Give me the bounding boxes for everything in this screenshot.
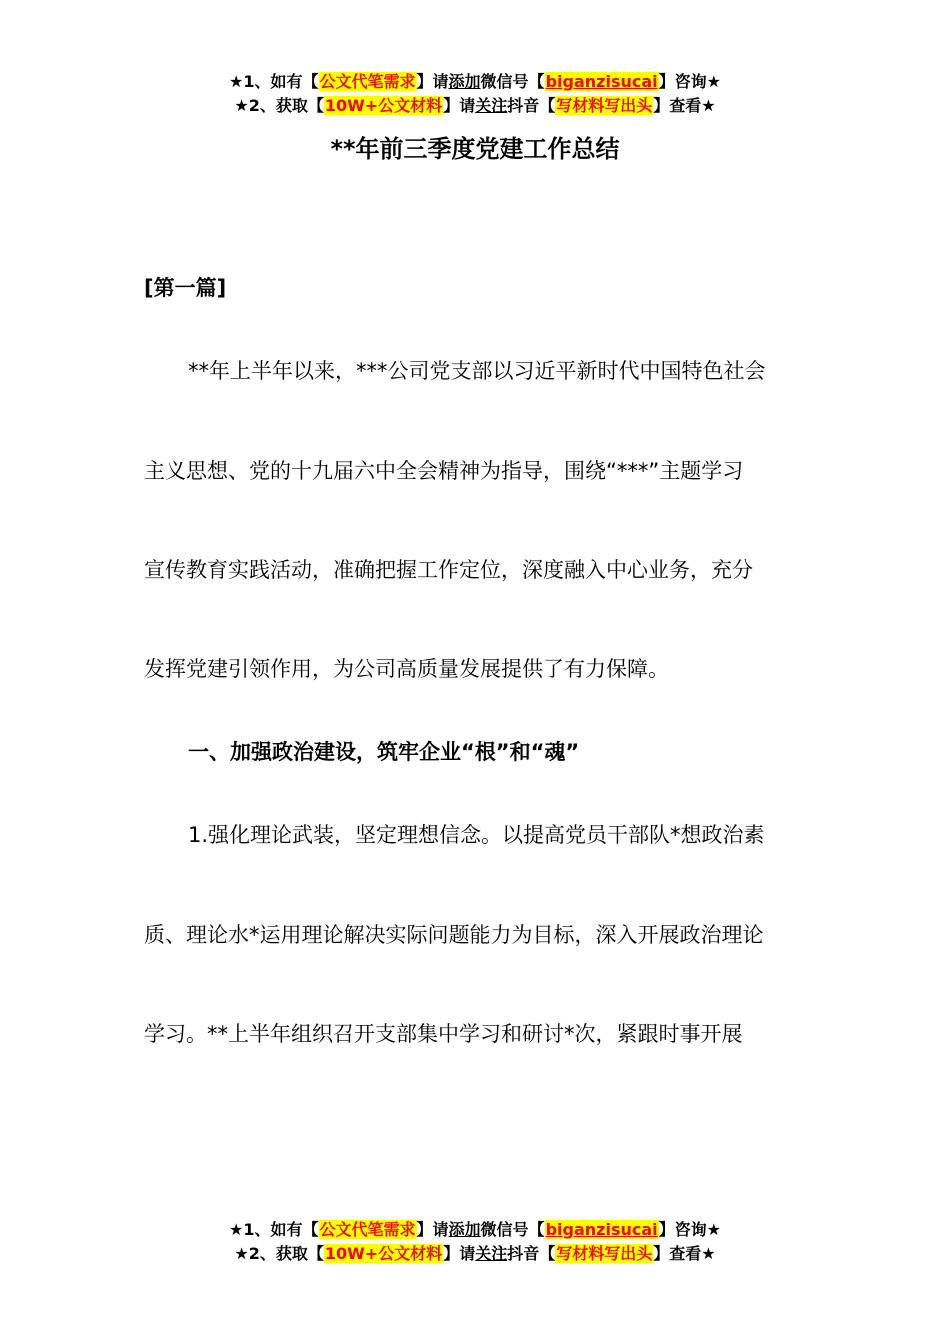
banner-highlight-wechat: biganzisucai [545, 72, 658, 91]
banner-text: 微信号【 [480, 72, 545, 91]
paragraph-1-line-3: 宣传教育实践活动，准确把握工作定位，深度融入中心业务，充分 [144, 558, 753, 582]
banner-line-1 [0, 1218, 950, 1242]
banner-highlight-douyin: 写材料写出头 [556, 1244, 653, 1263]
banner-text: 】请 [416, 1220, 449, 1239]
section-heading-1: 一、加强政治建设，筑牢企业“根”和“魂” [188, 740, 580, 764]
banner-text: 抖音【 [507, 1244, 556, 1263]
banner-highlight: 公文代笔需求 [319, 1220, 416, 1239]
banner-text: 】请 [443, 1244, 476, 1263]
paragraph-1-line-2: 主义思想、党的十九届六中全会精神为指导，围绕“***”主题学习 [144, 459, 744, 483]
banner-text: 】咨询★ [658, 1220, 721, 1239]
document-title: **年前三季度党建工作总结 [330, 135, 620, 163]
banner-text: 】查看★ [653, 1244, 716, 1263]
banner-highlight: 10W+公文材料 [324, 96, 443, 115]
banner-highlight-wechat: biganzisucai [545, 1220, 658, 1239]
banner-line-1 [0, 70, 950, 94]
banner-text: 】咨询★ [658, 72, 721, 91]
banner-text: ★1、如有【 [229, 72, 319, 91]
banner-highlight: 10W+公文材料 [324, 1244, 443, 1263]
paragraph-1-line-4: 发挥党建引领作用，为公司高质量发展提供了有力保障。 [144, 657, 669, 681]
banner-underlined: 关注 [475, 1244, 508, 1263]
section-label: [第一篇] [144, 276, 227, 300]
paragraph-2-line-1: 1.强化理论武装，坚定理想信念。以提高党员干部队*想政治素 [188, 823, 765, 847]
banner-text: 】请 [416, 72, 449, 91]
banner-line-2 [0, 1242, 950, 1266]
banner-text: ★1、如有【 [229, 1220, 319, 1239]
banner-text: 】请 [443, 96, 476, 115]
banner-text: 】查看★ [653, 96, 716, 115]
banner-highlight: 公文代笔需求 [319, 72, 416, 91]
top-banner [0, 70, 950, 118]
bottom-banner [0, 1218, 950, 1266]
banner-highlight-douyin: 写材料写出头 [556, 96, 653, 115]
banner-underlined: 关注 [475, 96, 508, 115]
banner-line-2 [0, 94, 950, 118]
banner-text: 抖音【 [507, 96, 556, 115]
banner-text: ★2、获取【 [234, 1244, 324, 1263]
paragraph-1-line-1: **年上半年以来，***公司党支部以习近平新时代中国特色社会 [188, 359, 766, 383]
banner-text: ★2、获取【 [234, 96, 324, 115]
paragraph-2-line-3: 学习。**上半年组织召开支部集中学习和研讨*次，紧跟时事开展 [144, 1022, 743, 1046]
banner-text: 微信号【 [480, 1220, 545, 1239]
paragraph-2-line-2: 质、理论水*运用理论解决实际问题能力为目标，深入开展政治理论 [144, 923, 764, 947]
banner-underlined: 添加 [448, 72, 481, 91]
banner-underlined: 添加 [448, 1220, 481, 1239]
